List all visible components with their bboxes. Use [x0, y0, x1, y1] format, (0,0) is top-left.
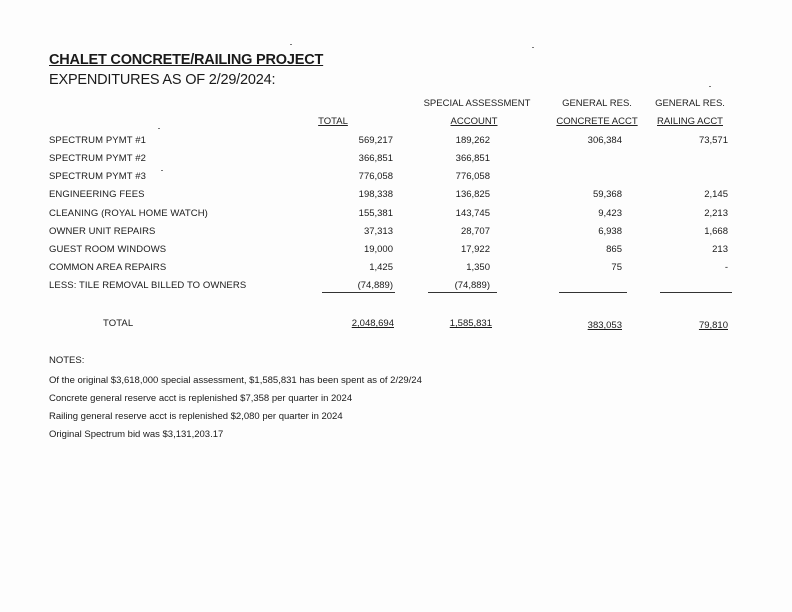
cell-special: (74,889) [454, 280, 490, 291]
note-line: Concrete general reserve acct is replenished $7,358 per quarter in 2024 [49, 393, 353, 404]
cell-special: 366,851 [455, 153, 490, 164]
subtotal-rule-special [428, 292, 497, 293]
cell-special: 136,825 [455, 189, 490, 200]
totals-label: TOTAL [103, 318, 134, 329]
header-concrete-line1: GENERAL RES. [562, 98, 632, 109]
cell-concrete: 6,938 [598, 226, 622, 237]
note-line: Railing general reserve acct is replenished $2,080 per quarter in 2024 [49, 411, 343, 422]
cell-total: 37,313 [363, 226, 393, 237]
cell-railing: 73,571 [698, 135, 728, 146]
header-special-line1: SPECIAL ASSESSMENT [423, 98, 531, 109]
totals-concrete: 383,053 [587, 320, 622, 331]
cell-special: 189,262 [455, 135, 490, 146]
cell-special: 143,745 [455, 208, 490, 219]
row-label: SPECTRUM PYMT #3 [49, 171, 146, 182]
scan-speck [158, 128, 160, 129]
cell-concrete: 306,384 [587, 135, 622, 146]
notes-heading: NOTES: [49, 355, 85, 366]
header-total: TOTAL [318, 116, 348, 127]
header-concrete-line2: CONCRETE ACCT [556, 116, 638, 127]
cell-total: 1,425 [369, 262, 393, 273]
cell-total: 776,058 [358, 171, 393, 182]
scan-speck [290, 44, 292, 45]
cell-special: 17,922 [460, 244, 490, 255]
note-line: Original Spectrum bid was $3,131,203.17 [49, 429, 224, 440]
note-line: Of the original $3,618,000 special assessment, $1,585,831 has been spent as of 2/29/24 [49, 375, 422, 386]
scan-speck [161, 170, 163, 171]
row-label: SPECTRUM PYMT #2 [49, 153, 146, 164]
scan-speck [532, 47, 534, 48]
row-label: OWNER UNIT REPAIRS [49, 226, 156, 237]
cell-concrete: 9,423 [598, 208, 622, 219]
totals-railing: 79,810 [698, 320, 728, 331]
header-special-line2: ACCOUNT [450, 116, 498, 127]
cell-railing: - [724, 262, 728, 273]
row-label: LESS: TILE REMOVAL BILLED TO OWNERS [49, 280, 247, 291]
row-label: SPECTRUM PYMT #1 [49, 135, 146, 146]
totals-total: 2,048,694 [351, 318, 394, 329]
cell-total: 19,000 [363, 244, 393, 255]
row-label: ENGINEERING FEES [49, 189, 145, 200]
cell-concrete: 75 [611, 262, 622, 273]
subtotal-rule-railing [660, 292, 732, 293]
header-railing-line2: RAILING ACCT [657, 116, 723, 127]
cell-special: 776,058 [455, 171, 490, 182]
subtotal-rule-concrete [559, 292, 627, 293]
cell-total: (74,889) [357, 280, 393, 291]
row-label: COMMON AREA REPAIRS [49, 262, 167, 273]
subtotal-rule-total [322, 292, 395, 293]
cell-railing: 213 [712, 244, 728, 255]
cell-railing: 1,668 [704, 226, 728, 237]
header-railing-line1: GENERAL RES. [655, 98, 725, 109]
cell-concrete: 865 [606, 244, 622, 255]
row-label: GUEST ROOM WINDOWS [49, 244, 167, 255]
row-label: CLEANING (ROYAL HOME WATCH) [49, 208, 208, 219]
document-title: CHALET CONCRETE/RAILING PROJECT [49, 52, 324, 68]
cell-special: 1,350 [466, 262, 490, 273]
document-subtitle: EXPENDITURES AS OF 2/29/2024: [49, 72, 276, 88]
scan-speck [709, 86, 711, 87]
totals-special: 1,585,831 [449, 318, 492, 329]
cell-concrete: 59,368 [592, 189, 622, 200]
cell-railing: 2,213 [704, 208, 728, 219]
cell-total: 569,217 [358, 135, 393, 146]
cell-special: 28,707 [460, 226, 490, 237]
cell-railing: 2,145 [704, 189, 728, 200]
cell-total: 155,381 [358, 208, 393, 219]
cell-total: 198,338 [358, 189, 393, 200]
cell-total: 366,851 [358, 153, 393, 164]
